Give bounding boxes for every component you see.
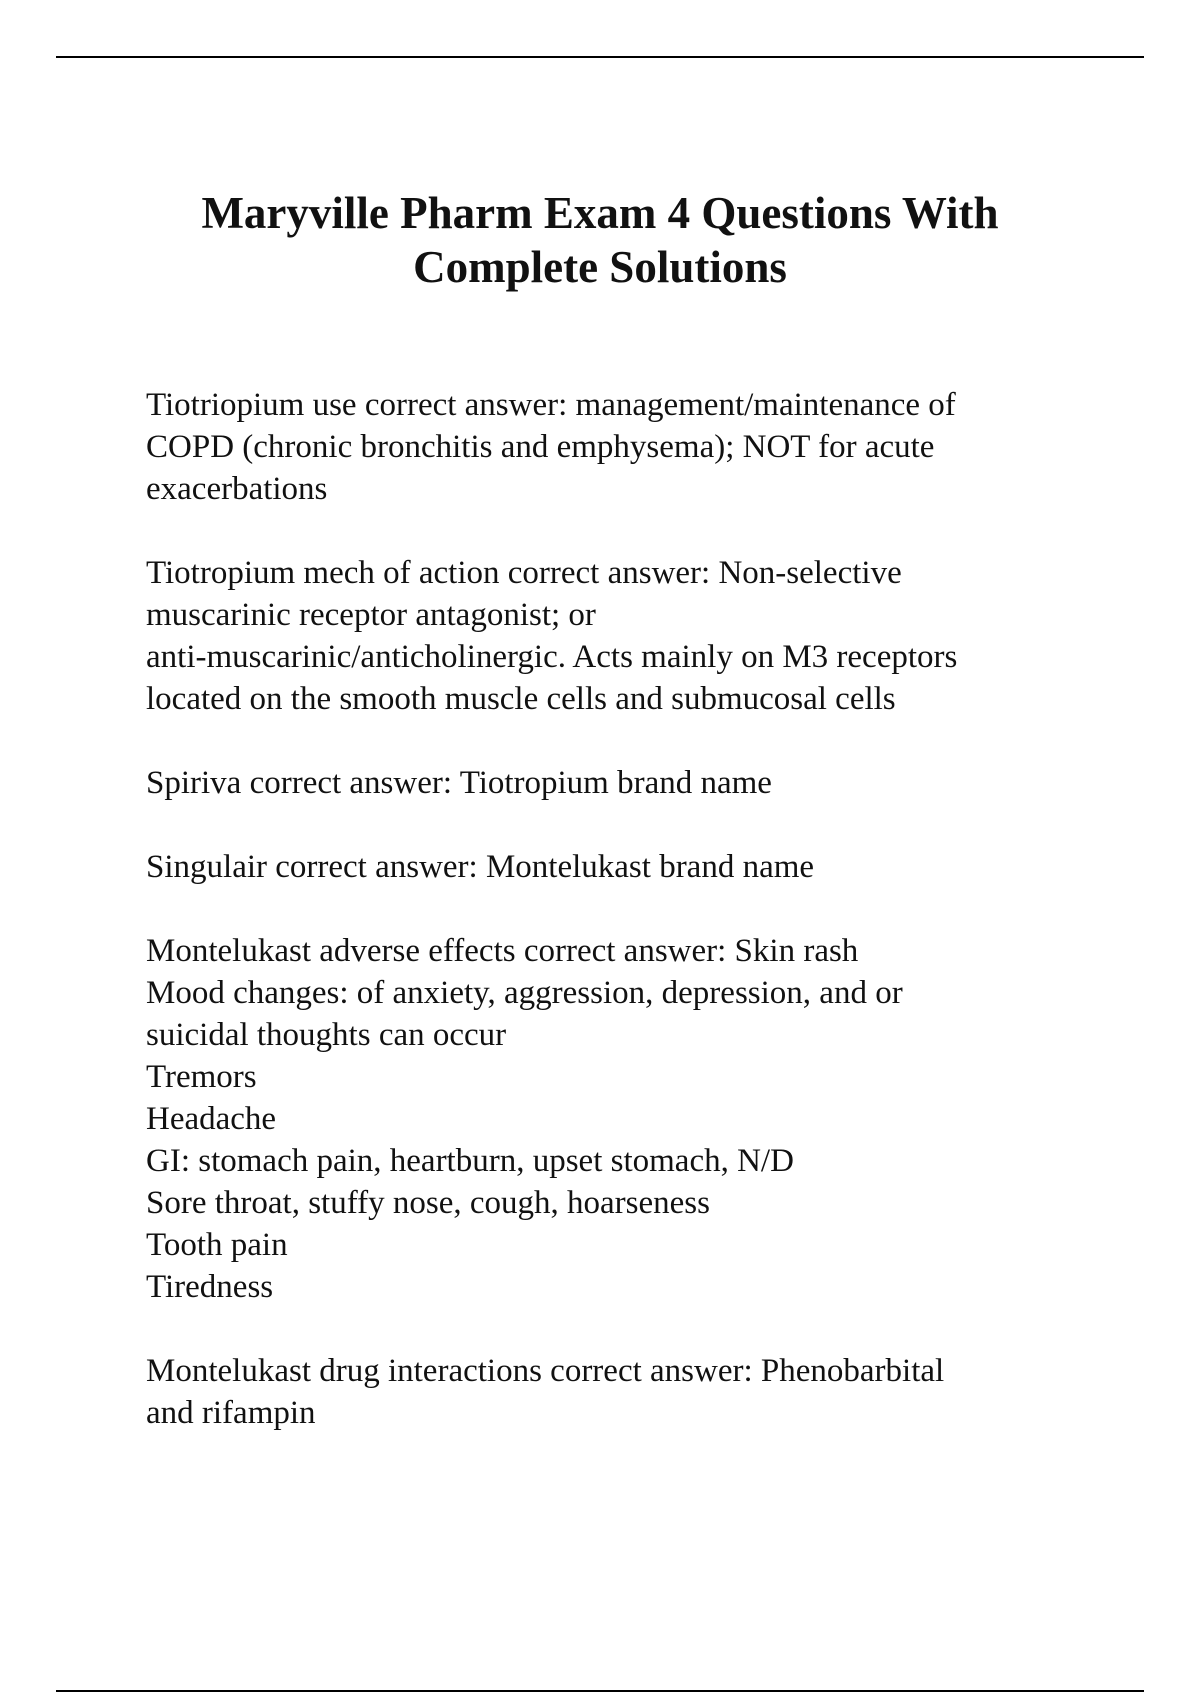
qa-line: Mood changes: of anxiety, aggression, depression, and or xyxy=(146,975,903,1011)
qa-line: Tiotropium mech of action correct answer: Non-selective xyxy=(146,555,902,591)
qa-line: COPD (chronic bronchitis and emphysema); NOT for acute xyxy=(146,429,935,465)
qa-line: Singulair correct answer: Montelukast brand name xyxy=(146,849,815,885)
qa-line: Headache xyxy=(146,1101,277,1137)
title-line: Complete Solutions xyxy=(413,242,787,292)
qa-line: Montelukast drug interactions correct answer: Phenobarbital xyxy=(146,1353,945,1389)
qa-line: exacerbations xyxy=(146,471,328,507)
qa-line: anti-muscarinic/anticholinergic. Acts mainly on M3 receptors xyxy=(146,639,958,675)
qa-line: Spiriva correct answer: Tiotropium brand name xyxy=(146,765,772,801)
qa-entry-singulair xyxy=(146,846,1076,888)
bottom-rule xyxy=(56,1690,1144,1692)
document-title xyxy=(100,186,1100,294)
qa-entry-tiotropium-mechanism xyxy=(146,552,1076,720)
qa-line: Montelukast adverse effects correct answer: Skin rash xyxy=(146,933,859,969)
question-answer-list xyxy=(146,384,1076,1476)
qa-line: suicidal thoughts can occur xyxy=(146,1017,507,1053)
qa-entry-tiotropium-use xyxy=(146,384,1076,510)
qa-line: Tiotriopium use correct answer: management/maintenance of xyxy=(146,387,956,423)
qa-line: located on the smooth muscle cells and submucosal cells xyxy=(146,681,896,717)
qa-line: GI: stomach pain, heartburn, upset stomach, N/D xyxy=(146,1143,794,1179)
qa-line: and rifampin xyxy=(146,1395,316,1431)
qa-entry-montelukast-adverse-effects xyxy=(146,930,1076,1308)
qa-line: Tiredness xyxy=(146,1269,274,1305)
title-line: Maryville Pharm Exam 4 Questions With xyxy=(201,188,999,238)
qa-line: Sore throat, stuffy nose, cough, hoarseness xyxy=(146,1185,710,1221)
top-rule xyxy=(56,56,1144,58)
qa-entry-spiriva xyxy=(146,762,1076,804)
qa-line: Tooth pain xyxy=(146,1227,288,1263)
qa-line: Tremors xyxy=(146,1059,257,1095)
qa-line: muscarinic receptor antagonist; or xyxy=(146,597,596,633)
qa-entry-montelukast-interactions xyxy=(146,1350,1076,1434)
